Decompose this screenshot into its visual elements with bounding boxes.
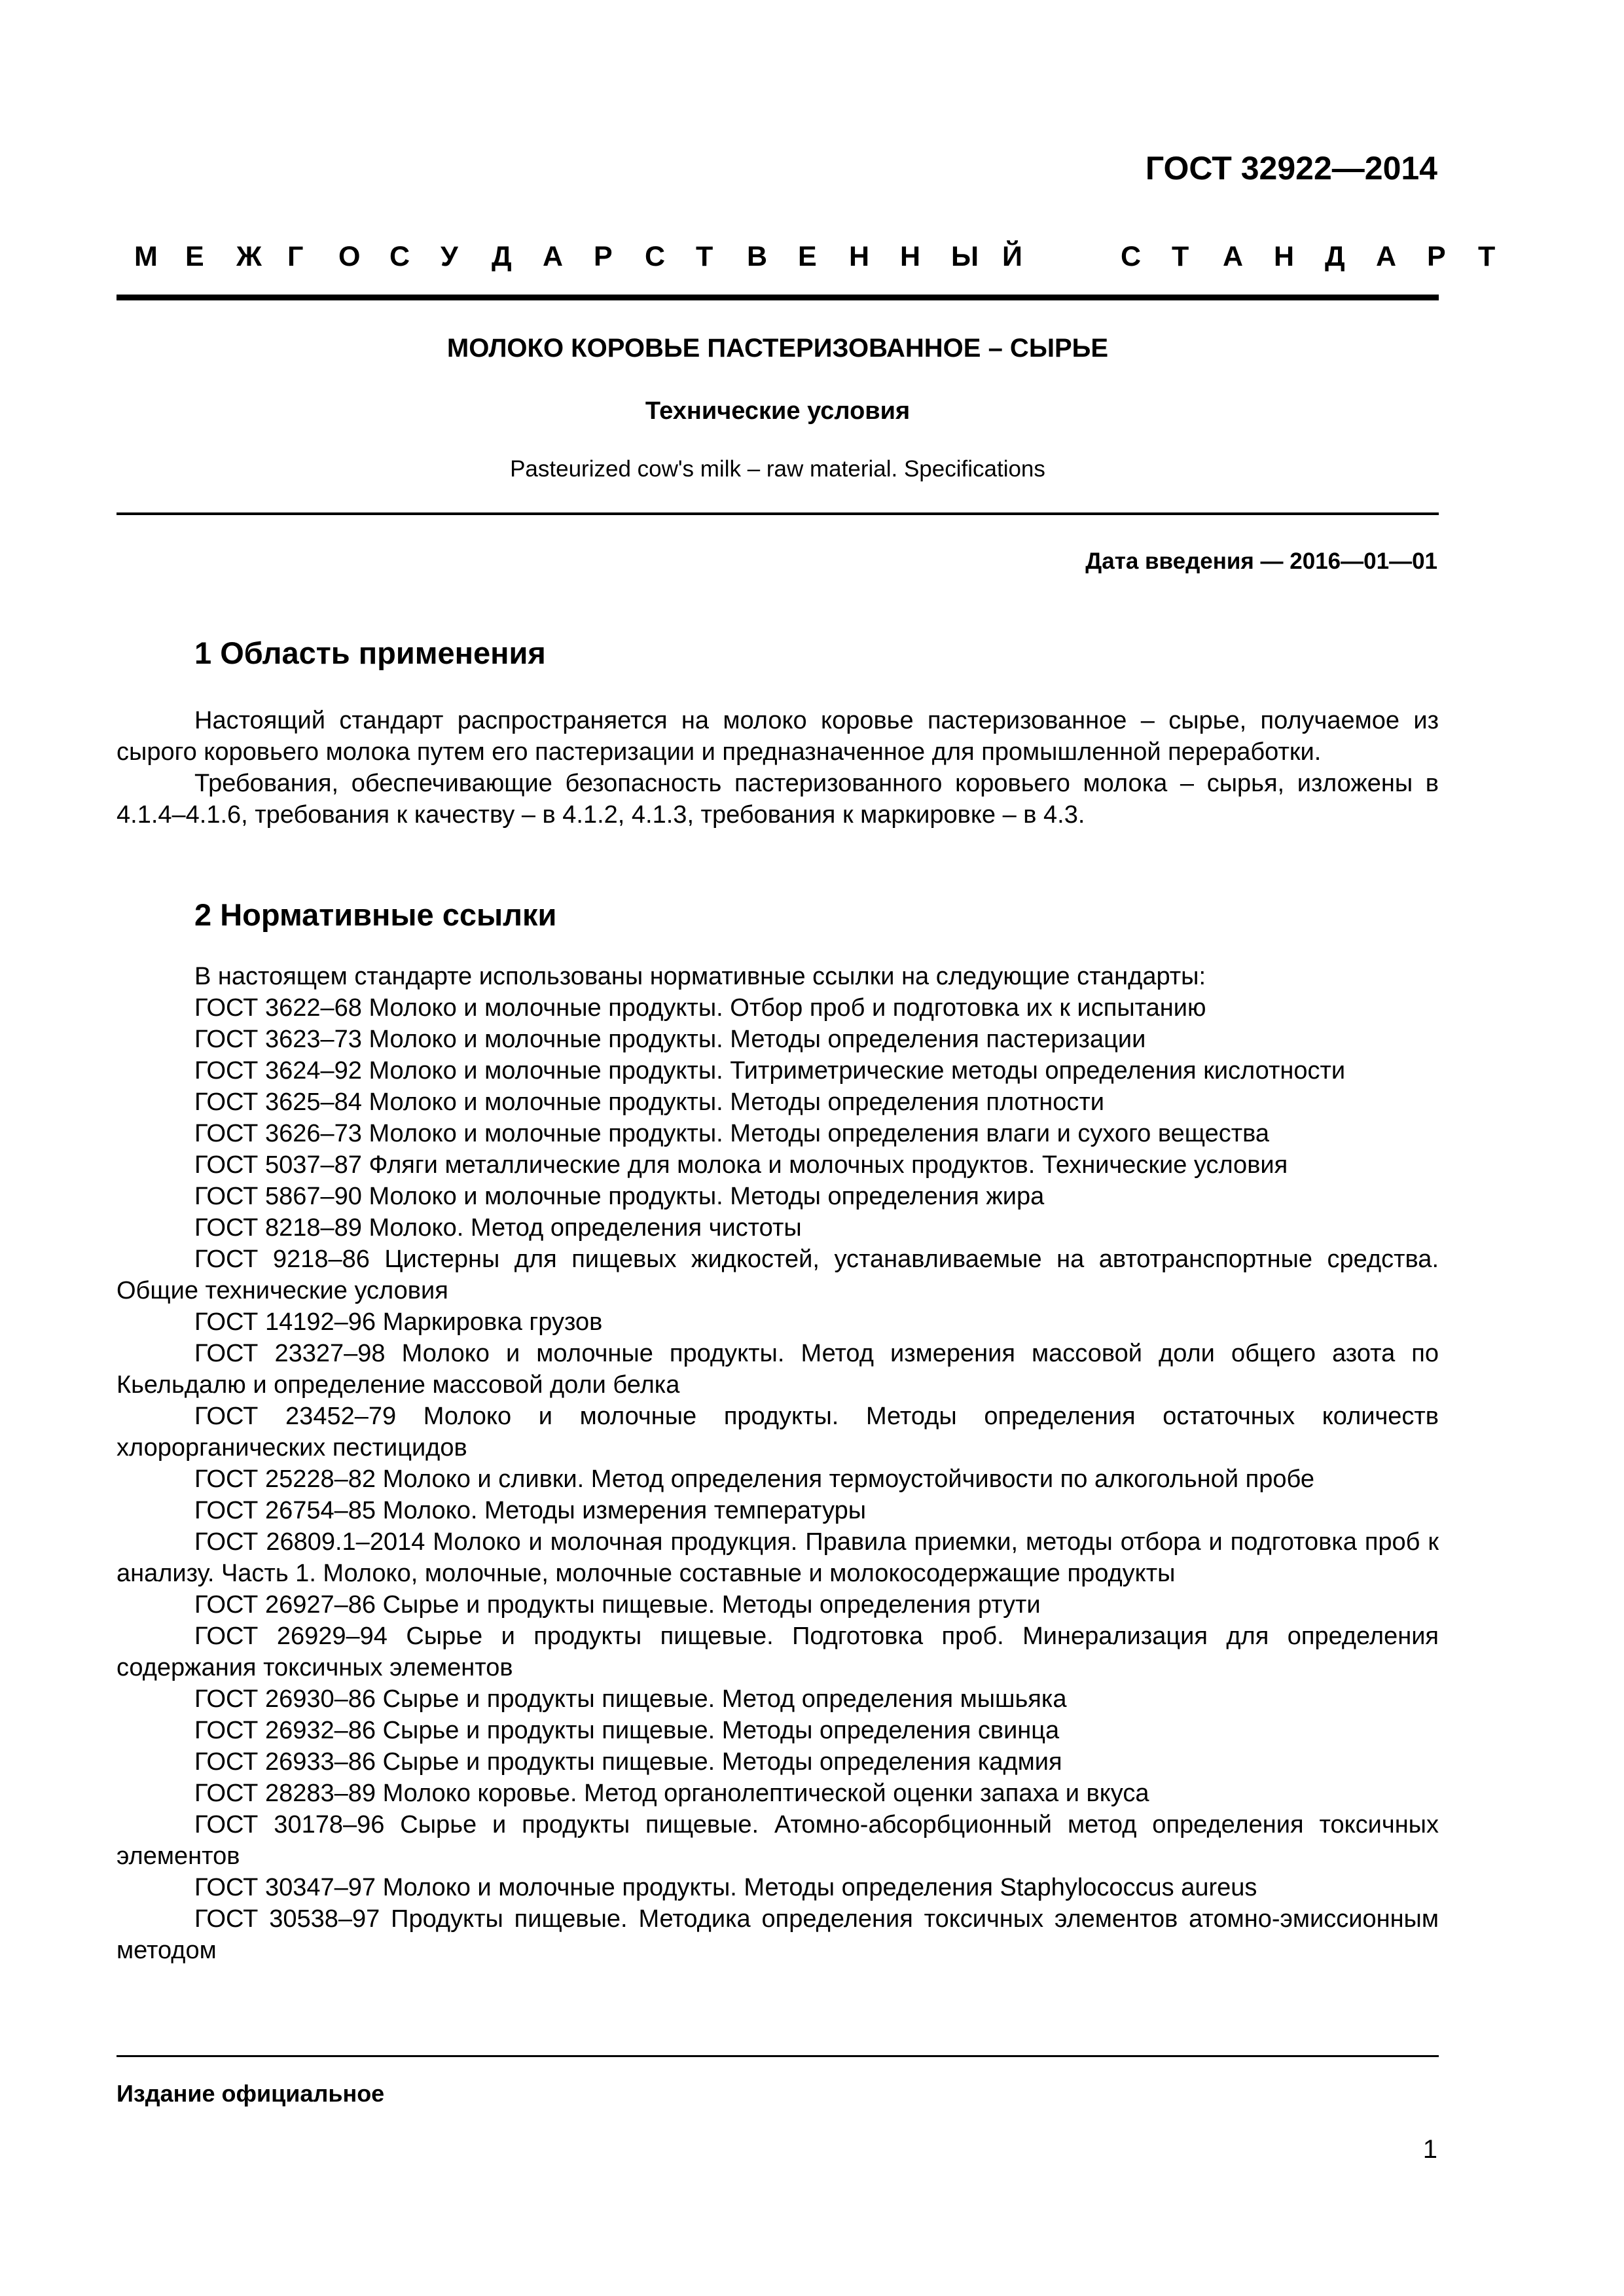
official-edition-label: Издание официальное [117, 2080, 385, 2107]
banner-letter: Д [492, 241, 512, 272]
reference-item: ГОСТ 3622–68 Молоко и молочные продукты. Отбор проб и подготовка их к испытанию [194, 994, 1206, 1022]
banner-letter: С [645, 241, 666, 272]
banner-letter: Т [1478, 241, 1496, 272]
reference-item: ГОСТ 3624–92 Молоко и молочные продукты. Титриметрические методы определения кислотности [194, 1057, 1346, 1085]
banner-letter: Й [1002, 241, 1022, 272]
reference-item: ГОСТ 26930–86 Сырье и продукты пищевые. Метод определения мышьяка [194, 1685, 1067, 1713]
reference-item: ГОСТ 8218–89 Молоко. Метод определения чистоты [194, 1214, 802, 1242]
header-divider [117, 295, 1439, 300]
banner-letter: М [134, 241, 158, 272]
reference-item: ГОСТ 23327–98 Молоко и молочные продукты. Метод измерения массовой доли общего азота по Кьельдалю и определение массовой доли белка [117, 1340, 1439, 1399]
interstate-standard-banner [134, 241, 1496, 280]
reference-item: ГОСТ 26932–86 Сырье и продукты пищевые. Методы определения свинца [194, 1717, 1060, 1744]
reference-item: ГОСТ 23452–79 Молоко и молочные продукты. Методы определения остаточных количеств хлорорганических пестицидов [117, 1403, 1439, 1462]
reference-item: ГОСТ 26929–94 Сырье и продукты пищевые. Подготовка проб. Минерализация для определения содержания токсичных элементов [117, 1623, 1439, 1681]
reference-item: ГОСТ 3625–84 Молоко и молочные продукты. Методы определения плотности [194, 1088, 1105, 1116]
introduction-date: Дата введения — 2016—01—01 [1085, 548, 1437, 574]
reference-item: ГОСТ 26754–85 Молоко. Методы измерения температуры [194, 1497, 867, 1524]
reference-item: ГОСТ 5867–90 Молоко и молочные продукты. Методы определения жира [194, 1183, 1045, 1210]
banner-letter: Т [1172, 241, 1189, 272]
section-1-paragraph: Настоящий стандарт распространяется на молоко коровье пастеризованное – сырье, получаемое из сырого коровьего молока путем его пастеризации и предназначенное для промышленной переработки. [117, 707, 1439, 766]
page-number: 1 [1422, 2135, 1437, 2164]
footer-divider [117, 2055, 1439, 2057]
reference-item: ГОСТ 3626–73 Молоко и молочные продукты. Методы определения влаги и сухого вещества [194, 1120, 1270, 1147]
reference-item: ГОСТ 30178–96 Сырье и продукты пищевые. Атомно-абсорбционный метод определения токсичных элементов [117, 1811, 1439, 1870]
banner-letter: У [441, 241, 458, 272]
reference-item: ГОСТ 28283–89 Молоко коровье. Метод органолептической оценки запаха и вкуса [194, 1780, 1149, 1807]
section-2-title: 2 Нормативные ссылки [194, 897, 557, 932]
banner-letter: С [389, 241, 410, 272]
references-intro: В настоящем стандарте использованы нормативные ссылки на следующие стандарты: [194, 963, 1206, 990]
banner-letter: Е [185, 241, 204, 272]
banner-letter: В [747, 241, 768, 272]
banner-letter: А [543, 241, 564, 272]
banner-letter: Р [1427, 241, 1446, 272]
banner-letter: Г [287, 241, 304, 272]
reference-item: ГОСТ 5037–87 Фляги металлические для молока и молочных продуктов. Технические условия [194, 1151, 1288, 1179]
banner-letter: Н [1274, 241, 1295, 272]
section-1-paragraph: Требования, обеспечивающие безопасность пастеризованного коровьего молока – сырья, изложены в 4.1.4–4.1.6, требования к качеству – в 4.1.2, 4.1.3, требования к маркировке – в 4.3. [117, 770, 1439, 829]
reference-item: ГОСТ 3623–73 Молоко и молочные продукты. Методы определения пастеризации [194, 1026, 1146, 1053]
banner-letter: Ж [236, 241, 262, 272]
reference-item: ГОСТ 14192–96 Маркировка грузов [194, 1308, 603, 1336]
banner-letter: Н [849, 241, 870, 272]
document-subtitle: Технические условия [645, 397, 911, 425]
section-1-title: 1 Область применения [194, 636, 546, 670]
reference-item: ГОСТ 25228–82 Молоко и сливки. Метод определения термоустойчивости по алкогольной пробе [194, 1465, 1314, 1493]
banner-letter: Т [696, 241, 713, 272]
banner-letter: А [1376, 241, 1397, 272]
banner-letter: Е [798, 241, 817, 272]
document-number: ГОСТ 32922—2014 [1145, 150, 1437, 187]
document-title: МОЛОКО КОРОВЬЕ ПАСТЕРИЗОВАННОЕ – СЫРЬЕ [446, 334, 1109, 363]
banner-letter: Ы [951, 241, 979, 272]
title-divider [117, 512, 1439, 515]
banner-letter: Н [900, 241, 921, 272]
reference-item: ГОСТ 26933–86 Сырье и продукты пищевые. Методы определения кадмия [194, 1748, 1062, 1776]
normative-references-list [117, 961, 1439, 1966]
banner-letter: Д [1325, 241, 1345, 272]
reference-item: ГОСТ 30538–97 Продукты пищевые. Методика определения токсичных элементов атомно-эмиссионным методом [117, 1905, 1439, 1964]
banner-letter: Р [594, 241, 613, 272]
reference-item: ГОСТ 26927–86 Сырье и продукты пищевые. Методы определения ртути [194, 1591, 1041, 1619]
banner-letter: О [338, 241, 361, 272]
document-title-english: Pasteurized cow's milk – raw material. Specifications [510, 456, 1045, 482]
reference-item: ГОСТ 9218–86 Цистерны для пищевых жидкостей, устанавливаемые на автотранспортные средства. Общие технические условия [117, 1246, 1439, 1304]
section-1-body [117, 705, 1439, 831]
banner-letter: А [1223, 241, 1244, 272]
reference-item: ГОСТ 30347–97 Молоко и молочные продукты. Методы определения Staphylococcus aureus [194, 1874, 1257, 1901]
reference-item: ГОСТ 26809.1–2014 Молоко и молочная продукция. Правила приемки, методы отбора и подготовка проб к анализу. Часть 1. Молоко, молочные, молочные составные и молокосодержащие продукты [117, 1528, 1439, 1587]
banner-letter: С [1121, 241, 1142, 272]
